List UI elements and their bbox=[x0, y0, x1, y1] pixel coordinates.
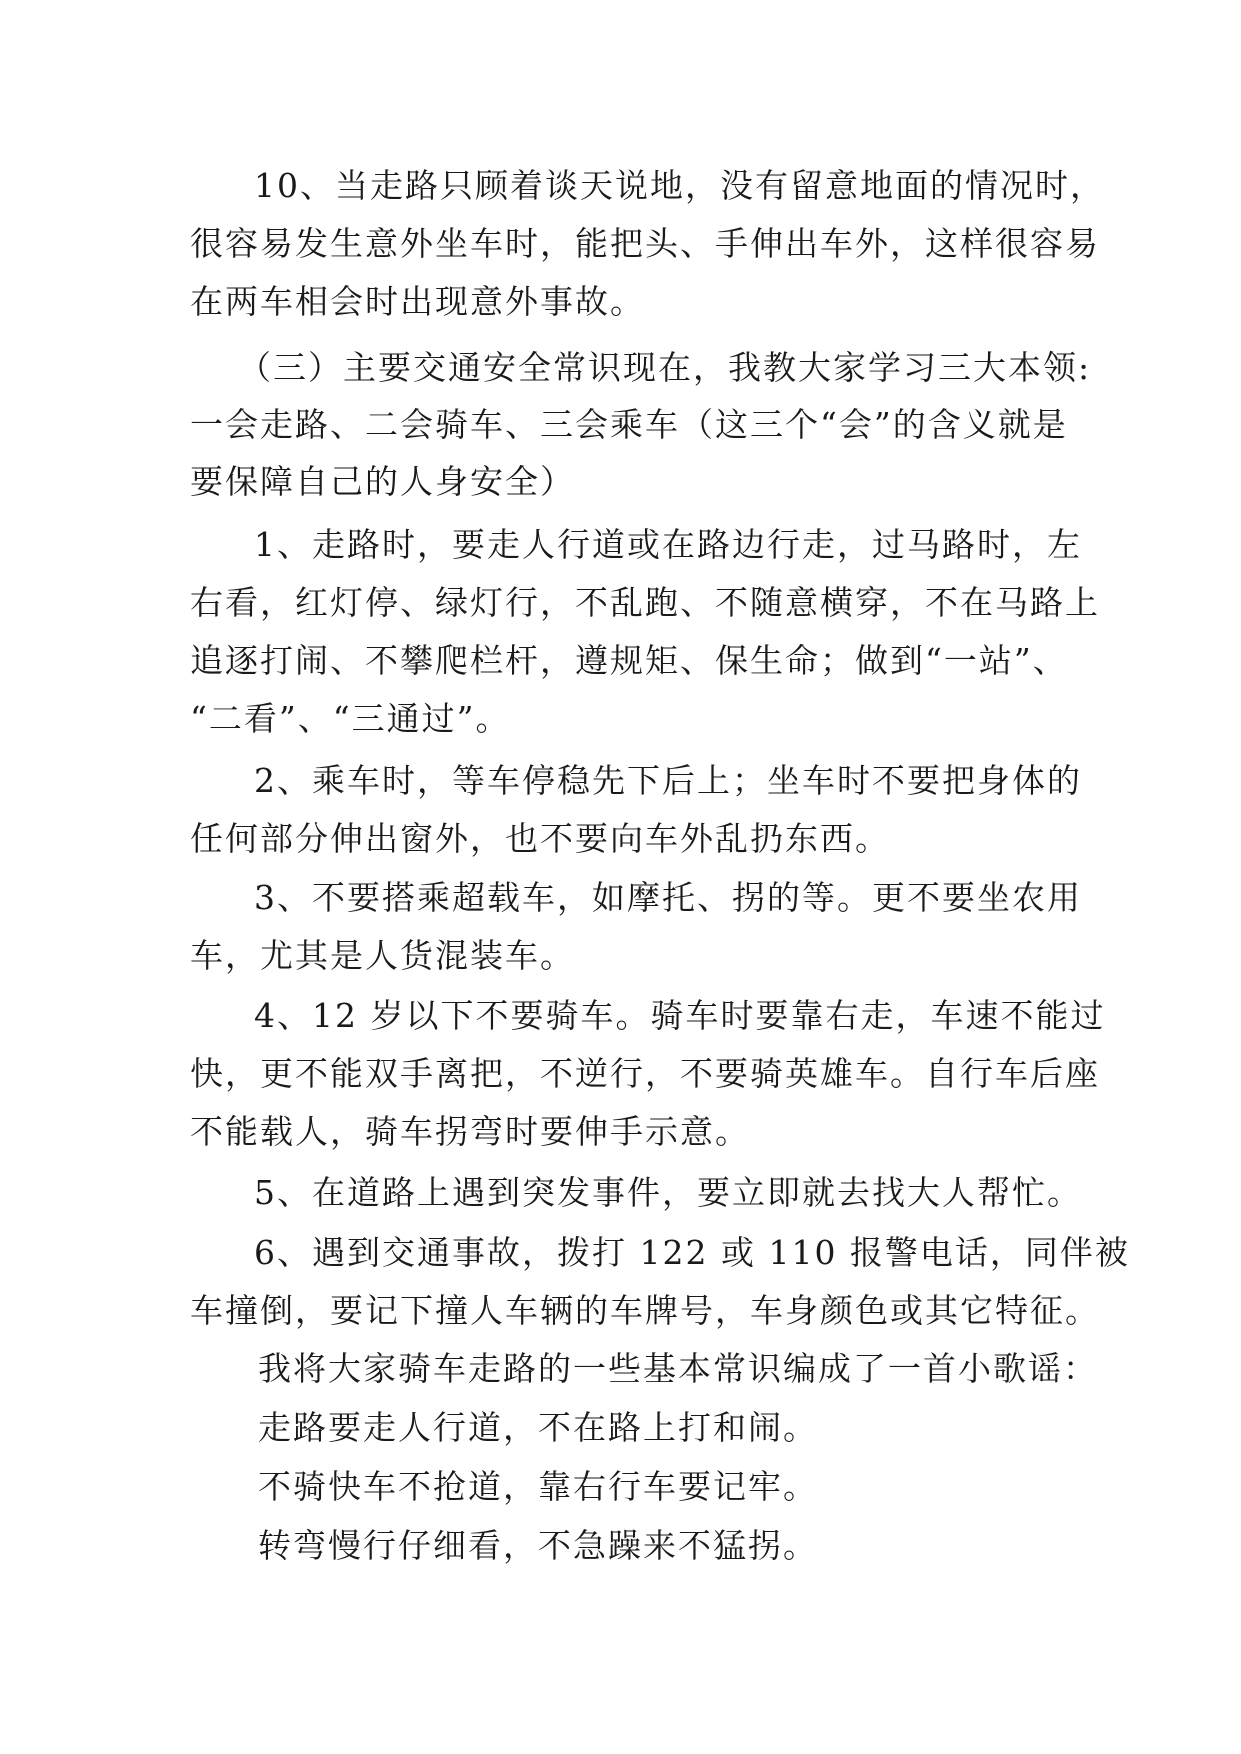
text-line: 要保障自己的人身安全） bbox=[190, 462, 575, 501]
text-line: 6、遇到交通事故，拨打 122 或 110 报警电话，同伴被 bbox=[254, 1233, 1130, 1272]
text-line: 右看，红灯停、绿灯行，不乱跑、不随意横穿，不在马路上 bbox=[190, 583, 1100, 622]
text-line: 很容易发生意外坐车时，能把头、手伸出车外，这样很容易 bbox=[190, 224, 1100, 263]
text-line: 5、在道路上遇到突发事件，要立即就去找大人帮忙。 bbox=[254, 1173, 1082, 1212]
text-line: 任何部分伸出窗外，也不要向车外乱扔东西。 bbox=[190, 819, 890, 858]
section-heading: （三）主要交通安全常识现在，我教大家学习三大本领: bbox=[238, 348, 1092, 387]
verse-line: 走路要走人行道，不在路上打和闹。 bbox=[258, 1408, 818, 1447]
verse-line: 转弯慢行仔细看，不急躁来不猛拐。 bbox=[258, 1526, 818, 1565]
text-line: 追逐打闹、不攀爬栏杆，遵规矩、保生命；做到“一站”、 bbox=[190, 641, 1068, 680]
text-line: 一会走路、二会骑车、三会乘车（这三个“会”的含义就是 bbox=[190, 405, 1068, 444]
text-line: 快，更不能双手离把，不逆行，不要骑英雄车。自行车后座 bbox=[190, 1054, 1100, 1093]
text-line: 3、不要搭乘超载车，如摩托、拐的等。更不要坐农用 bbox=[254, 878, 1082, 917]
text-line: 1、走路时，要走人行道或在路边行走，过马路时，左 bbox=[254, 525, 1082, 564]
text-line: 车，尤其是人货混装车。 bbox=[190, 936, 575, 975]
text-line: 不能载人，骑车拐弯时要伸手示意。 bbox=[190, 1112, 750, 1151]
text-line: 10、当走路只顾着谈天说地，没有留意地面的情况时， bbox=[254, 166, 1105, 205]
text-line: 车撞倒，要记下撞人车辆的车牌号，车身颜色或其它特征。 bbox=[190, 1291, 1100, 1330]
text-line: 我将大家骑车走路的一些基本常识编成了一首小歌谣： bbox=[258, 1349, 1098, 1388]
text-line: “二看”、“三通过”。 bbox=[190, 699, 511, 738]
text-line: 2、乘车时，等车停稳先下后上；坐车时不要把身体的 bbox=[254, 761, 1082, 800]
text-line: 在两车相会时出现意外事故。 bbox=[190, 282, 645, 321]
verse-line: 不骑快车不抢道，靠右行车要记牢。 bbox=[258, 1467, 818, 1506]
text-line: 4、12 岁以下不要骑车。骑车时要靠右走，车速不能过 bbox=[254, 996, 1106, 1035]
